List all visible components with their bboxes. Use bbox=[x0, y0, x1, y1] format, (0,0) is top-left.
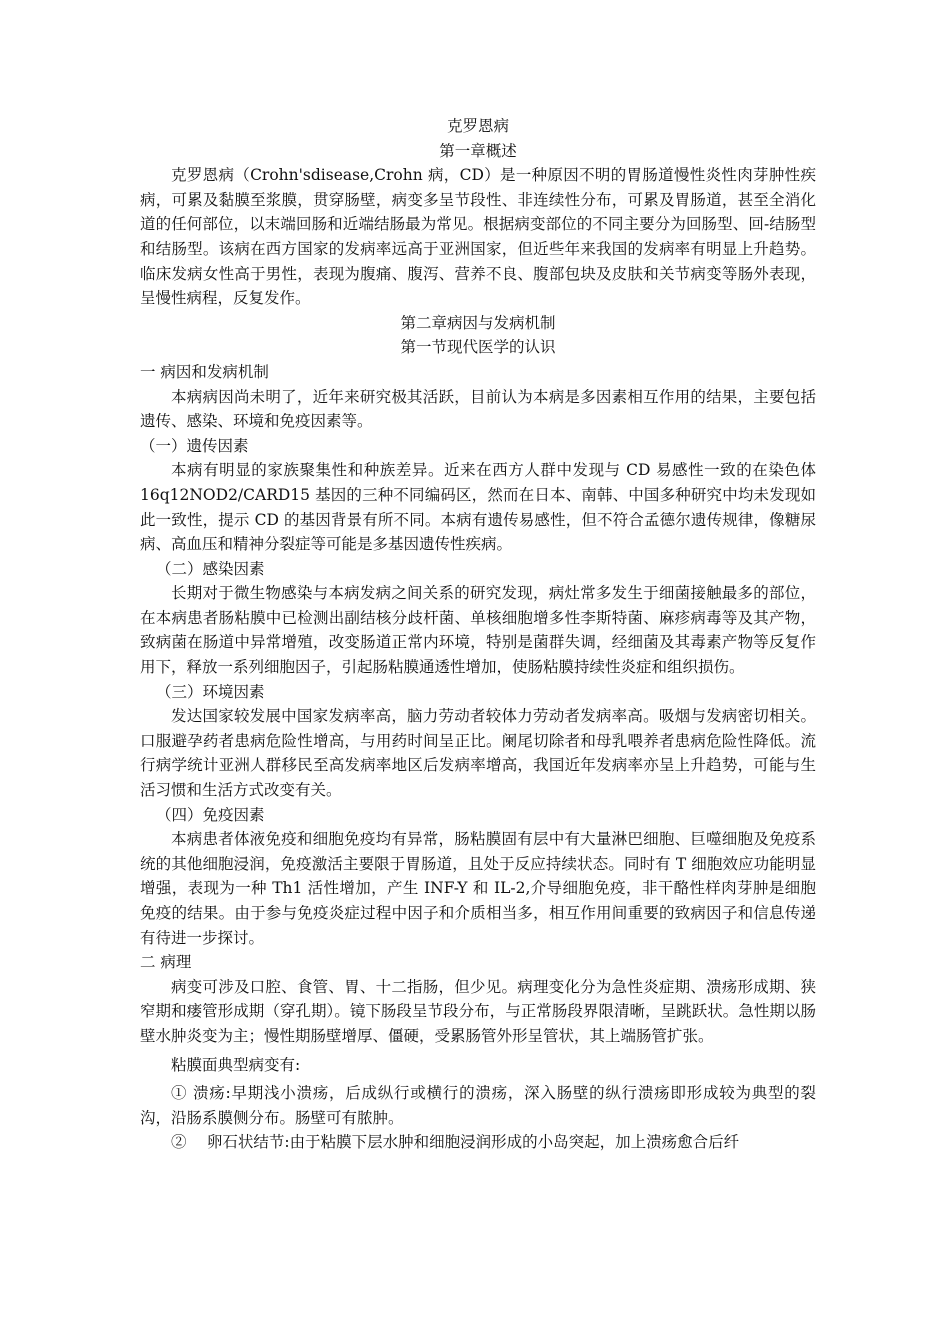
chapter1-heading: 第一章概述 bbox=[439, 141, 517, 160]
part2-heading: 二 病理 bbox=[140, 953, 192, 972]
infection-paragraph: 长期对于微生物感染与本病发病之间关系的研究发现，病灶常多发生于细菌接触最多的部位，在本病患者肠粘膜中已检测出副结核分歧杆菌、单核细胞增多性李斯特菌、麻疹病毒等及其产物，致病菌在肠道中异常增殖，改变肠道正常内环境，特别是菌群失调，经细菌及其毒素产物等反复作用下，释放一系列细胞因子，引起肠粘膜通透性增加，使肠粘膜持续性炎症和组织损伤。 bbox=[140, 584, 816, 677]
environment-heading: （三）环境因素 bbox=[156, 682, 265, 701]
document-page bbox=[140, 114, 816, 1155]
mucosa-intro: 粘膜面典型病变有: bbox=[171, 1055, 301, 1074]
part1-heading: 一 病因和发病机制 bbox=[140, 362, 269, 381]
environment-paragraph: 发达国家较发展中国家发病率高，脑力劳动者较体力劳动者发病率高。吸烟与发病密切相关。口服避孕药者患病危险性增高，与用药时间呈正比。阑尾切除者和母乳喂养者患病危险性降低。流行病学统计亚洲人群移民至高发病率地区后发病率增高，我国近年发病率亦呈上升趋势，可能与生活习惯和生活方式改变有关。 bbox=[140, 707, 816, 800]
document-title: 克罗恩病 bbox=[446, 117, 509, 135]
etiology-paragraph: 本病病因尚未明了，近年来研究极其活跃，目前认为本病是多因素相互作用的结果，主要包括遗传、感染、环境和免疫因素等。 bbox=[140, 387, 816, 431]
pathology-paragraph: 病变可涉及口腔、食管、胃、十二指肠，但少见。病理变化分为急性炎症期、溃疡形成期、狭窄期和瘘管形成期（穿孔期）。镜下肠段呈节段分布，与正常肠段界限清晰，呈跳跃状。急性期以肠壁水肿炎变为主；慢性期肠壁增厚、僵硬，受累肠管外形呈管状，其上端肠管扩张。 bbox=[140, 977, 816, 1045]
list-item-ulcer: ① 溃疡:早期浅小溃疡，后成纵行或横行的溃疡，深入肠壁的纵行溃疡即形成较为典型的裂沟，沿肠系膜侧分布。肠壁可有脓肿。 bbox=[140, 1084, 816, 1127]
chapter2-heading: 第二章病因与发病机制 bbox=[400, 313, 556, 332]
infection-heading: （二）感染因素 bbox=[156, 559, 265, 578]
immune-heading: （四）免疫因素 bbox=[156, 805, 265, 824]
genetic-paragraph: 本病有明显的家族聚集性和种族差异。近来在西方人群中发现与 CD 易感性一致的在染色体 16q12NOD2/CARD15 基因的三种不同编码区，然而在日本、南韩、中国多种研究中均未发现如此一致性，提示 CD 的基因背景有所不同。本病有遗传易感性，但不符合孟德尔遗传规律，像糖尿病、高血压和精神分裂症等可能是多基因遗传性疾病。 bbox=[140, 461, 816, 554]
section1-heading: 第一节现代医学的认识 bbox=[400, 338, 556, 357]
overview-paragraph: 克罗恩病（Crohn'sdisease,Crohn 病，CD）是一种原因不明的胃肠道慢性炎性肉芽肿性疾病，可累及黏膜至浆膜，贯穿肠壁，病变多呈节段性、非连续性分布，可累及胃肠道，甚至全消化道的任何部位，以末端回肠和近端结肠最为常见。根据病变部位的不同主要分为回肠型、回-结肠型和结肠型。该病在西方国家的发病率远高于亚洲国家，但近些年来我国的发病率有明显上升趋势。临床发病女性高于男性，表现为腹痛、腹泻、营养不良、腹部包块及皮肤和关节病变等肠外表现，呈慢性病程，反复发作。 bbox=[140, 166, 816, 308]
genetic-heading: （一）遗传因素 bbox=[140, 436, 249, 455]
immune-paragraph: 本病患者体液免疫和细胞免疫均有异常，肠粘膜固有层中有大量淋巴细胞、巨噬细胞及免疫系统的其他细胞浸润，免疫激活主要限于胃肠道，且处于反应持续状态。同时有 T 细胞效应功能明显增强，表现为一种 Th1 活性增加，产生 INF-Y 和 IL-2,介导细胞免疫，非干酪性样肉芽肿是细胞免疫的结果。由于参与免疫炎症过程中因子和介质相当多，相互作用间重要的致病因子和信息传递有待进一步探讨。 bbox=[140, 830, 816, 947]
list-item-cobblestone: ② 卵石状结节:由于粘膜下层水肿和细胞浸润形成的小岛突起，加上溃疡愈合后纤 bbox=[171, 1133, 740, 1152]
